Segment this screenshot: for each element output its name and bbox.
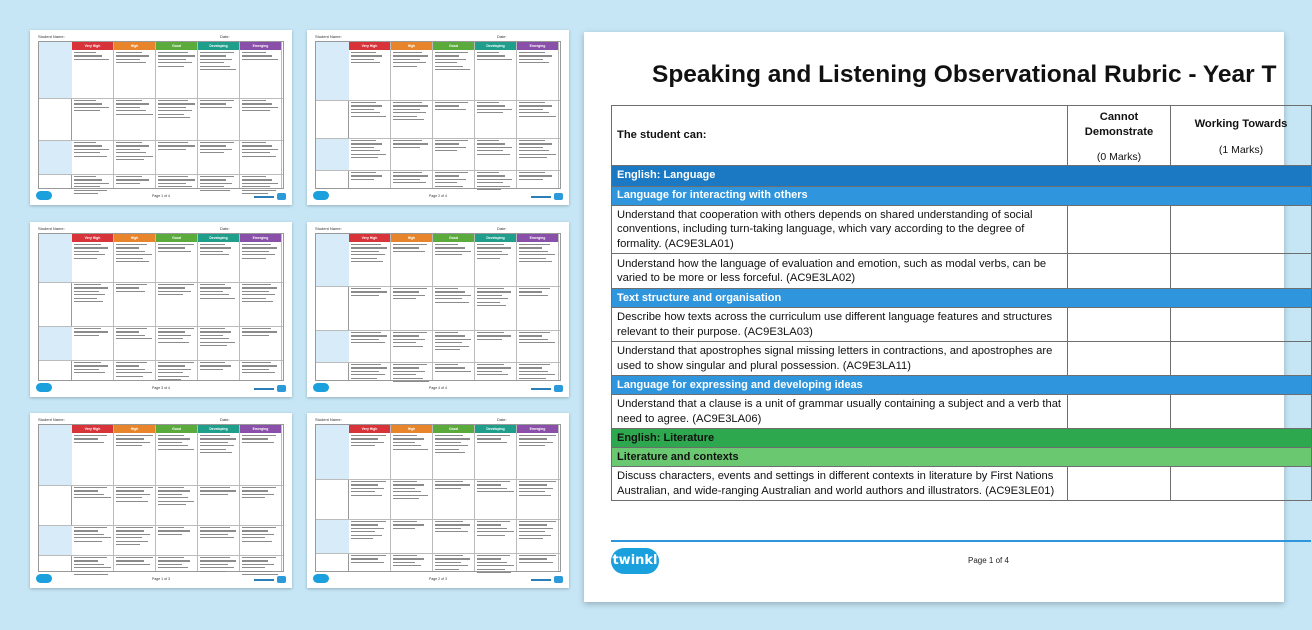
thumb-level-header: Emerging xyxy=(240,42,281,50)
thumb-level-header: Emerging xyxy=(240,425,281,433)
thumb-twinkl-logo xyxy=(313,191,329,200)
thumb-page-number: Page 3 of 4 xyxy=(152,386,170,390)
thumb-level-header: Developing xyxy=(475,234,516,242)
thumbnail-page[interactable] xyxy=(30,222,292,397)
thumb-student-label: Student Name: xyxy=(315,226,342,231)
thumb-hat-icon xyxy=(554,193,563,200)
thumb-criteria-column xyxy=(39,42,72,188)
thumb-level-column xyxy=(433,42,475,188)
thumb-date-label: Date: xyxy=(497,34,507,39)
thumb-level-column xyxy=(475,234,517,380)
thumb-grid xyxy=(38,424,284,572)
thumb-level-column xyxy=(433,234,475,380)
thumb-level-header: Very High xyxy=(72,42,113,50)
mark-cell[interactable] xyxy=(1068,467,1171,501)
thumb-level-column xyxy=(517,234,559,380)
thumb-level-header: Good xyxy=(156,234,197,242)
thumbnail-page[interactable] xyxy=(307,413,569,588)
thumb-hat-icon xyxy=(277,576,286,583)
thumbnail-page[interactable] xyxy=(307,222,569,397)
thumb-brand-mark xyxy=(254,388,274,390)
thumb-hat-icon xyxy=(554,576,563,583)
thumb-date-label: Date: xyxy=(220,417,230,422)
thumb-level-column xyxy=(391,42,433,188)
mark-cell[interactable] xyxy=(1068,205,1171,254)
thumb-level-header: Developing xyxy=(475,42,516,50)
thumb-level-header: Very High xyxy=(349,42,390,50)
thumb-level-header: High xyxy=(391,234,432,242)
thumb-twinkl-logo xyxy=(36,191,52,200)
thumb-level-header: Emerging xyxy=(240,234,281,242)
thumb-level-column xyxy=(72,425,114,571)
thumb-level-header: Developing xyxy=(198,234,239,242)
thumb-level-column xyxy=(72,234,114,380)
criterion-la11: Understand that apostrophes signal missing letters in contractions, and apostrophes are used to show singular and plural possession. (AC9E3LA11) xyxy=(612,342,1068,376)
thumbnail-page[interactable] xyxy=(307,30,569,205)
rubric-page xyxy=(584,32,1288,602)
thumb-date-label: Date: xyxy=(220,34,230,39)
thumb-twinkl-logo xyxy=(313,574,329,583)
thumb-level-column xyxy=(198,425,240,571)
thumb-level-column xyxy=(433,425,475,571)
thumb-criteria-column xyxy=(39,425,72,571)
table-row xyxy=(612,205,1312,254)
thumb-level-column xyxy=(349,234,391,380)
subsection-expressing: Language for expressing and developing ideas xyxy=(612,376,1312,395)
subsection-text-structure: Text structure and organisation xyxy=(612,289,1312,308)
thumb-criteria-column xyxy=(316,42,349,188)
thumb-level-header: Emerging xyxy=(517,425,558,433)
criterion-la02: Understand how the language of evaluation and emotion, such as modal verbs, can be varied to be more or less forceful. (AC9E3LA02) xyxy=(612,254,1068,289)
table-row xyxy=(612,254,1312,289)
thumbnail-page[interactable] xyxy=(30,413,292,588)
rubric-table xyxy=(611,105,1312,501)
section-english-language: English: Language xyxy=(612,165,1312,186)
thumb-level-header: High xyxy=(391,42,432,50)
subsection-interacting: Language for interacting with others xyxy=(612,186,1312,205)
thumb-hat-icon xyxy=(277,385,286,392)
thumb-level-column xyxy=(240,234,282,380)
thumb-level-header: Good xyxy=(433,234,474,242)
header-cannot-demonstrate: Cannot Demonstrate (0 Marks) xyxy=(1068,106,1171,166)
mark-cell[interactable] xyxy=(1171,254,1312,289)
thumb-level-column xyxy=(391,234,433,380)
mark-cell[interactable] xyxy=(1068,342,1171,376)
thumb-page-number: Page 1 of 3 xyxy=(152,577,170,581)
thumb-level-column xyxy=(240,42,282,188)
thumb-level-column xyxy=(72,42,114,188)
table-row xyxy=(612,342,1312,376)
thumb-level-column xyxy=(475,425,517,571)
mark-cell[interactable] xyxy=(1068,254,1171,289)
thumb-level-column xyxy=(349,425,391,571)
thumb-level-header: Very High xyxy=(72,234,113,242)
thumb-level-header: Good xyxy=(433,42,474,50)
thumb-date-label: Date: xyxy=(497,226,507,231)
mark-cell[interactable] xyxy=(1171,342,1312,376)
mark-cell[interactable] xyxy=(1171,467,1312,501)
thumb-level-header: Developing xyxy=(198,42,239,50)
thumb-criteria-column xyxy=(39,234,72,380)
thumb-student-label: Student Name: xyxy=(38,34,65,39)
thumb-student-label: Student Name: xyxy=(315,34,342,39)
thumb-grid xyxy=(38,41,284,189)
thumb-grid xyxy=(315,424,561,572)
thumb-level-column xyxy=(114,425,156,571)
thumb-level-column xyxy=(156,234,198,380)
mark-cell[interactable] xyxy=(1171,395,1312,429)
table-row xyxy=(612,467,1312,501)
thumb-level-header: Emerging xyxy=(517,42,558,50)
thumb-level-header: High xyxy=(391,425,432,433)
thumb-criteria-column xyxy=(316,234,349,380)
section-english-literature: English: Literature xyxy=(612,429,1312,448)
mark-cell[interactable] xyxy=(1068,308,1171,342)
thumb-grid xyxy=(315,233,561,381)
header-working-towards: Working Towards (1 Marks) xyxy=(1171,106,1312,166)
thumb-level-header: Very High xyxy=(72,425,113,433)
thumb-brand-mark xyxy=(254,579,274,581)
thumb-level-header: Very High xyxy=(349,425,390,433)
thumb-brand-mark xyxy=(531,388,551,390)
thumb-level-column xyxy=(198,42,240,188)
criterion-la01: Understand that cooperation with others depends on shared understanding of social conventions, including turn-taking language, which vary according to the degree of formality. (AC9E3LA01) xyxy=(612,205,1068,254)
table-row xyxy=(612,308,1312,342)
thumb-criteria-column xyxy=(316,425,349,571)
page-number: Page 1 of 4 xyxy=(968,556,1009,565)
thumb-level-column xyxy=(349,42,391,188)
mark-cell[interactable] xyxy=(1068,395,1171,429)
twinkl-logo: twinkl xyxy=(611,548,659,574)
thumb-student-label: Student Name: xyxy=(38,226,65,231)
thumb-level-column xyxy=(114,42,156,188)
table-row xyxy=(612,395,1312,429)
thumb-page-number: Page 4 of 4 xyxy=(429,386,447,390)
thumb-grid xyxy=(38,233,284,381)
thumb-level-header: Good xyxy=(433,425,474,433)
mark-cell[interactable] xyxy=(1171,205,1312,254)
thumb-brand-mark xyxy=(531,196,551,198)
thumb-level-column xyxy=(240,425,282,571)
thumb-page-number: Page 2 of 4 xyxy=(429,194,447,198)
thumb-hat-icon xyxy=(277,193,286,200)
thumb-brand-mark xyxy=(254,196,274,198)
thumb-hat-icon xyxy=(554,385,563,392)
thumb-page-number: Page 2 of 3 xyxy=(429,577,447,581)
criterion-le01: Discuss characters, events and settings in different contexts in literature by First Nations Australian, and wide-ranging Australian and world authors and illustrators. (AC9E3LE01) xyxy=(612,467,1068,501)
thumb-level-column xyxy=(114,234,156,380)
thumb-level-header: High xyxy=(114,425,155,433)
thumbnail-page[interactable] xyxy=(30,30,292,205)
thumb-level-header: Developing xyxy=(475,425,516,433)
thumb-level-header: High xyxy=(114,42,155,50)
thumb-level-header: Good xyxy=(156,42,197,50)
thumb-level-column xyxy=(391,425,433,571)
thumb-twinkl-logo xyxy=(36,574,52,583)
thumb-brand-mark xyxy=(531,579,551,581)
thumb-twinkl-logo xyxy=(36,383,52,392)
criterion-la03: Describe how texts across the curriculum use different language features and structures relevant to their purpose. (AC9E3LA03) xyxy=(612,308,1068,342)
thumb-level-header: Developing xyxy=(198,425,239,433)
table-header-row xyxy=(612,106,1312,166)
page-title: Speaking and Listening Observational Rubric - Year T xyxy=(652,61,1277,88)
thumb-student-label: Student Name: xyxy=(315,417,342,422)
thumb-level-column xyxy=(156,425,198,571)
thumb-level-header: Good xyxy=(156,425,197,433)
thumb-level-column xyxy=(475,42,517,188)
thumb-twinkl-logo xyxy=(313,383,329,392)
footer-divider xyxy=(611,540,1311,542)
thumb-date-label: Date: xyxy=(497,417,507,422)
thumb-level-header: Emerging xyxy=(517,234,558,242)
mark-cell[interactable] xyxy=(1171,308,1312,342)
thumb-grid xyxy=(315,41,561,189)
thumb-level-column xyxy=(517,425,559,571)
criterion-la06: Understand that a clause is a unit of grammar usually containing a subject and a verb that need to agree. (AC9E3LA06) xyxy=(612,395,1068,429)
thumb-level-column xyxy=(517,42,559,188)
header-student-can: The student can: xyxy=(612,106,1068,166)
thumb-level-header: High xyxy=(114,234,155,242)
thumb-date-label: Date: xyxy=(220,226,230,231)
thumb-page-number: Page 1 of 4 xyxy=(152,194,170,198)
thumb-level-header: Very High xyxy=(349,234,390,242)
thumb-level-column xyxy=(198,234,240,380)
subsection-literature-contexts: Literature and contexts xyxy=(612,448,1312,467)
thumb-level-column xyxy=(156,42,198,188)
thumb-student-label: Student Name: xyxy=(38,417,65,422)
